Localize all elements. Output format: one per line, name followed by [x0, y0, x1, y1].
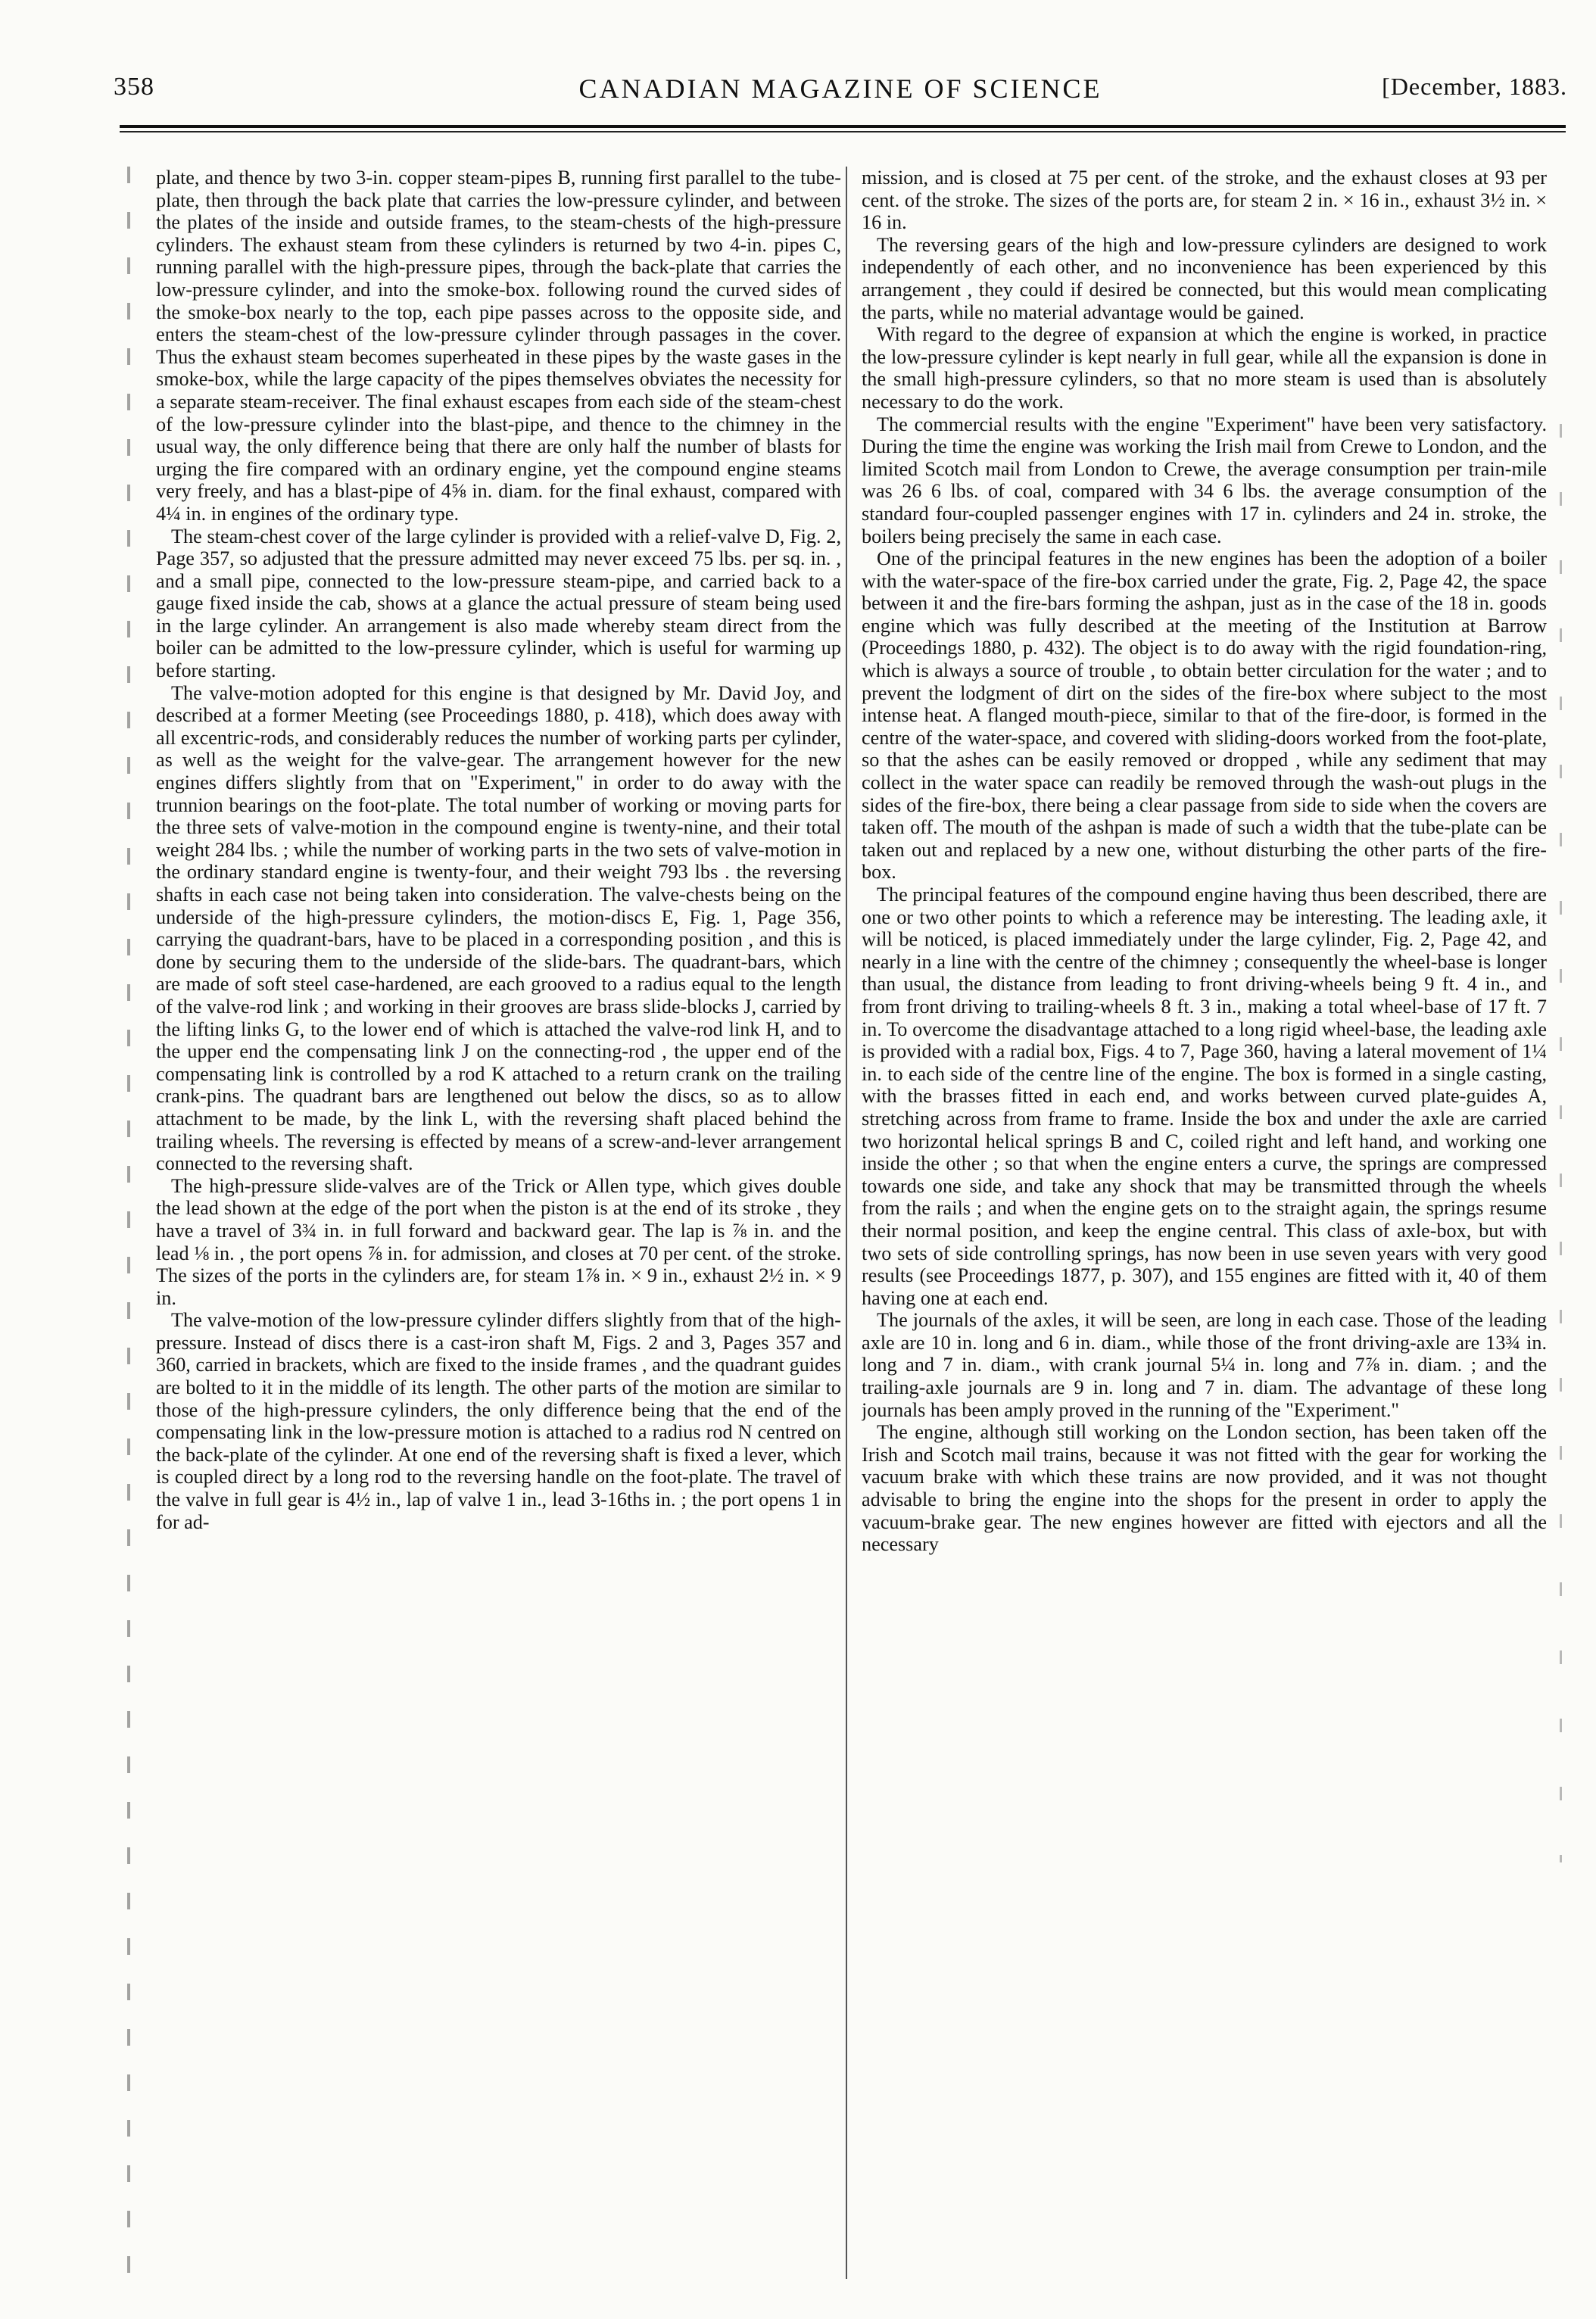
header-rule-thick: [120, 125, 1566, 128]
left-column: [156, 167, 841, 2279]
right-margin-marks: [1560, 424, 1562, 1862]
right-paragraph-8: The engine, although still working on the London section, has been taken off the Irish and Scotch mail trains, because it was not fitted with the gear for working the vacuum brake with which these trains are now provided, and it was not thought advisable to bring the engine into the shops for the present in order to apply the vacuum-brake gear. The new engines however are fitted with ejectors and all the necessary: [862, 1421, 1547, 1556]
right-paragraph-4: The commercial results with the engine "Experiment" have been very satisfactory. During the time the engine was working the Irish mail from Crewe to London, and the limited Scotch mail from London to Crewe, the average consumption per train-mile was 26 6 lbs. of coal, compared with 34 6 lbs. the average consumption of the standard four-coupled passenger engines with 17 in. cylinders and 24 in. stroke, the boilers being precisely the same in each case.: [862, 413, 1547, 547]
left-margin-marks: [127, 167, 130, 2279]
right-paragraph-5: One of the principal features in the new engines has been the adoption of a boiler with the water-space of the fire-box carried under the grate, Fig. 2, Page 42, the space between it and the fire-bars forming the ashpan, just as in the case of the 18 in. goods engine which was fully described at the meeting of the Institution at Barrow (Proceedings 1880, p. 432). The object is to do away with the rigid foundation-ring, which is always a source of trouble , to obtain better circulation for the water ; and to prevent the lodgment of dirt on the sides of the fire-box where subject to the most intense heat. A flanged mouth-piece, similar to that of the fire-door, is formed in the centre of the water-space, and covered with sliding-doors worked from the foot-plate, so that the ashes can be easily removed or dropped , while any sediment that may collect in the water space can readily be removed through the wash-out plugs in the sides of the fire-box, there being a clear passage from side to side when the covers are taken off. The mouth of the ashpan is made of such a width that the tube-plate can be taken out and replaced by a new one, without disturbing the other parts of the fire-box.: [862, 547, 1547, 884]
left-paragraph-5: The valve-motion of the low-pressure cylinder differs slightly from that of the high-pressure. Instead of discs there is a cast-iron shaft M, Figs. 2 and 3, Pages 357 and 360, carried in brackets, which are fixed to the inside frames , and the quadrant guides are bolted to it in the middle of its length. The other parts of the motion are similar to those of the high-pressure cylinders, the only difference being that the end of the compensating link in the low-pressure motion is attached to a radius rod N centred on the back-plate of the cylinder. At one end of the reversing shaft is fixed a lever, which is coupled direct by a long rod to the reversing handle on the foot-plate. The travel of the valve in full gear is 4½ in., lap of valve 1 in., lead 3-16ths in. ; the port opens 1 in for ad-: [156, 1309, 841, 1533]
left-paragraph-2: The steam-chest cover of the large cylinder is provided with a relief-valve D, Fig. 2, Page 357, so adjusted that the pressure admitted may never exceed 75 lbs. per sq. in. , and a small pipe, connected to the low-pressure steam-pipe, and carried back to a gauge fixed inside the cab, shows at a glance the actual pressure of steam being used in the large cylinder. An arrangement is also made whereby steam direct from the boiler can be admitted to the low-pressure cylinder, which is useful for warming up before starting.: [156, 525, 841, 682]
running-head: [114, 73, 1567, 118]
right-paragraph-7: The journals of the axles, it will be seen, are long in each case. Those of the leading axle are 10 in. long and 6 in. diam., while those of the front driving-axle are 13¾ in. long and 7 in. diam., with crank journal 5¼ in. long and 7⅞ in. diam. ; and the trailing-axle journals are 9 in. long and 7 in. diam. The advantage of these long journals has been amply proved in the running of the "Experiment.": [862, 1309, 1547, 1421]
left-paragraph-1: plate, and thence by two 3-in. copper steam-pipes B, running first parallel to the tube-plate, then through the back plate that carries the low-pressure cylinder, and between the plates of the inside and outside frames, to the steam-chests of the high-pressure cylinders. The exhaust steam from these cylinders is returned by two 4-in. pipes C, running parallel with the high-pressure pipes, through the back-plate that carries the low-pressure cylinder, and into the smoke-box. following round the curved sides of the smoke-box nearly to the top, each pipe passes across to the opposite side, and enters the steam-chest of the low-pressure cylinder through passages in the cover. Thus the exhaust steam becomes superheated in these pipes by the waste gases in the smoke-box, while the large capacity of the pipes themselves obviates the necessity for a separate steam-receiver. The final exhaust escapes from each side of the steam-chest of the low-pressure cylinder into the blast-pipe, and thence to the chimney in the usual way, the only difference being that there are only half the number of blasts for urging the fire compared with an ordinary engine, yet the compound engine steams very freely, and has a blast-pipe of 4⅝ in. diam. for the final exhaust, compared with 4¼ in. in engines of the ordinary type.: [156, 167, 841, 525]
right-paragraph-3: With regard to the degree of expansion at which the engine is worked, in practice the low-pressure cylinder is kept nearly in full gear, while all the expansion is done in the small high-pressure cylinders, so that no more steam is used than is absolutely necessary to do the work.: [862, 323, 1547, 413]
right-paragraph-1: mission, and is closed at 75 per cent. of the stroke, and the exhaust closes at 93 per cent. of the stroke. The sizes of the ports are, for steam 2 in. × 16 in., exhaust 3½ in. × 16 in.: [862, 167, 1547, 234]
left-paragraph-4: The high-pressure slide-valves are of the Trick or Allen type, which gives double the lead shown at the edge of the port when the piston is at the end of its stroke , they have a travel of 3¾ in. in full forward and backward gear. The lap is ⅞ in. and the lead ⅛ in. , the port opens ⅞ in. for admission, and closes at 70 per cent. of the stroke. The sizes of the ports in the cylinders are, for steam 1⅞ in. × 9 in., exhaust 2½ in. × 9 in.: [156, 1174, 841, 1309]
right-column: [862, 167, 1547, 2279]
left-paragraph-3: The valve-motion adopted for this engine is that designed by Mr. David Joy, and described at a former Meeting (see Proceedings 1880, p. 418), which does away with all excentric-rods, and considerably reduces the number of working parts per cylinder, as well as the weight for the valve-gear. The arrangement however for the new engines differs slightly from that on "Experiment," in order to do away with the trunnion bearings on the foot-plate. The total number of working or moving parts for the three sets of valve-motion in the compound engine is twenty-nine, and their total weight 284 lbs. ; while the number of working parts in the two sets of valve-motion in the ordinary standard engine is twenty-four, and their weight 793 lbs . the reversing shafts in each case not being taken into consideration. The valve-chests being on the underside of the high-pressure cylinders, the motion-discs E, Fig. 1, Page 356, carrying the quadrant-bars, have to be placed in a corresponding position , and this is done by securing them to the underside of the slide-bars. The quadrant-bars, which are made of soft steel case-hardened, are each grooved to a radius equal to the length of the valve-rod link ; and working in their grooves are brass slide-blocks J, carried by the lifting links G, to the lower end of which is attached the valve-rod link H, and to the upper end the compensating link J on the connecting-rod , the upper end of the compensating link is controlled by a rod K attached to a return crank on the trailing crank-pins. The quadrant bars are lengthened out below the discs, so as to allow attachment to be made, by the link L, with the reversing shaft placed behind the trailing wheels. The reversing is effected by means of a screw-and-lever arrangement connected to the reversing shaft.: [156, 681, 841, 1175]
column-divider: [846, 167, 847, 2279]
right-paragraph-2: The reversing gears of the high and low-pressure cylinders are designed to work independently of each other, and no inconvenience has been experienced by this arrangement , they could if desired be connected, but this would mean complicating the parts, while no material advantage would be gained.: [862, 233, 1547, 323]
right-paragraph-6: The principal features of the compound engine having thus been described, there are one or two other points to which a reference may be interesting. The leading axle, it will be noticed, is placed immediately under the large cylinder, Fig. 2, Page 42, and nearly in a line with the centre of the chimney ; consequently the wheel-base is longer than usual, the distance from leading to front driving-wheels being 9 ft. 4 in., and from front driving to trailing-wheels 8 ft. 3 in., making a total wheel-base of 17 ft. 7 in. To overcome the disadvantage attached to a long rigid wheel-base, the leading axle is provided with a radial box, Figs. 4 to 7, Page 360, having a lateral movement of 1¼ in. to each side of the centre line of the engine. The box is formed in a single casting, with the brasses fitted in each end, and works between curved plate-guides A, stretching across from frame to frame. Inside the box and under the axle are carried two horizontal helical springs B and C, coiled right and left hand, and working one inside the other ; so that when the engine enters a curve, the springs are compressed towards one side, and take any shock that may be transmitted through the wheels from the rails ; and when the engine gets on to the straight again, the springs resume their normal position, and keep the engine central. This class of axle-box, but with two sets of side controlling springs, has now been in use seven years with very good results (see Proceedings 1877, p. 307), and 155 engines are fitted with it, 40 of them having one at each end.: [862, 884, 1547, 1309]
issue-date: [December, 1883.: [1382, 73, 1567, 100]
header-rule-thin: [120, 131, 1566, 132]
journal-title: CANADIAN MAGAZINE OF SCIENCE: [578, 73, 1102, 104]
page-number: 358: [114, 73, 154, 101]
